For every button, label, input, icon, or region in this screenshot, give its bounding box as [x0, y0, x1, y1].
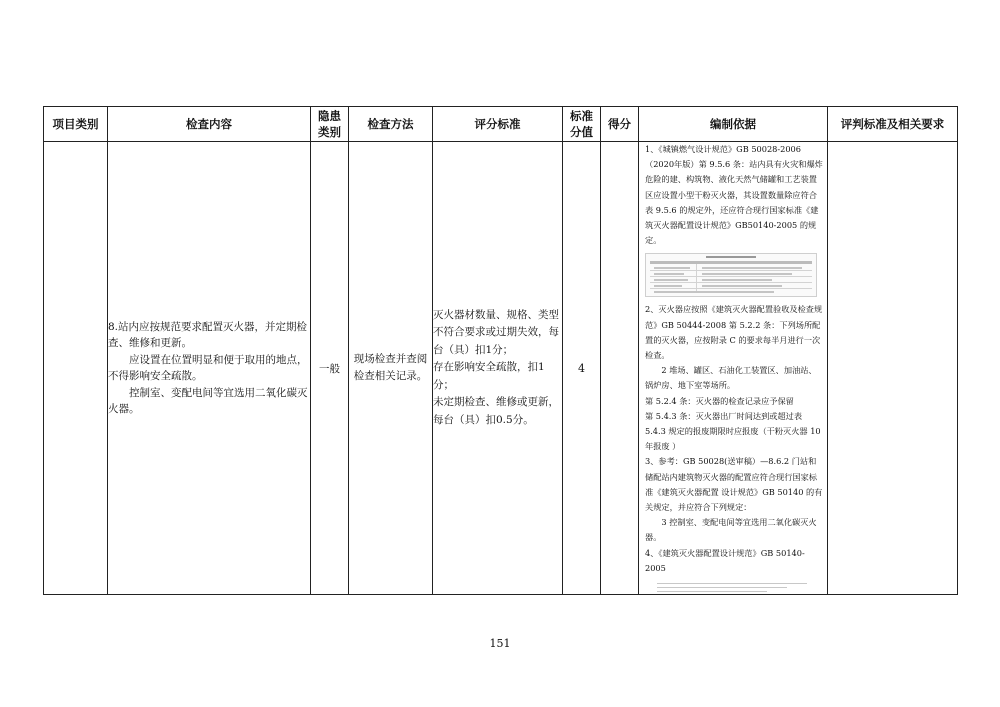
table-excerpt-image [657, 580, 807, 594]
basis-para-3: 2 堆场、罐区、石油化工装置区、加油站、锅炉房、地下室等场所。 [645, 365, 817, 391]
header-row [44, 107, 958, 142]
header-content: 检查内容 [108, 107, 311, 142]
cell-content [108, 142, 311, 595]
basis-para-2: 2、灭火器应按照《建筑灭火器配置验收及检查规范》GB 50444-2008 第 5.2.2 条：下列场所配置的灭火器，应按附录 C 的要求每半月进行一次检查。 [645, 304, 823, 361]
cell-judgement [828, 142, 958, 595]
basis-para-7: 3 控制室、变配电间等宜选用二氧化碳灭火器。 [645, 517, 817, 543]
header-standard-line1: 标准 [570, 109, 593, 123]
content-line-2: 应设置在位置明显和便于取用的地点，不得影响安全疏散。 [108, 353, 308, 383]
header-hazard-line1: 隐患 [318, 109, 341, 123]
header-judgement: 评判标准及相关要求 [828, 107, 958, 142]
table-9-5-6-image [645, 253, 817, 297]
content-line-1: 8.站内应按规范要求配置灭火器，并定期检查、维修和更新。 [108, 320, 308, 350]
header-basis: 编制依据 [639, 107, 828, 142]
basis-para-4: 第 5.2.4 条：灭火器的检查记录应予保留 [645, 395, 794, 406]
criteria-line-3: 未定期检查、维修或更新，每台（具）扣0.5分。 [433, 396, 559, 426]
header-score: 得分 [601, 107, 639, 142]
cell-criteria [433, 142, 563, 595]
content-line-3: 控制室、变配电间等宜选用二氧化碳灭火器。 [108, 386, 308, 416]
page-number: 151 [489, 637, 511, 650]
header-criteria: 评分标准 [433, 107, 563, 142]
cell-hazard-category: 一般 [311, 142, 349, 595]
header-category: 项目类别 [44, 107, 108, 142]
basis-para-5: 第 5.4.3 条：灭火器出厂时间达到或超过表 5.4.3 规定的报废期限时应报废（干粉灭火器 10 年报废 ） [645, 410, 821, 452]
inspection-table [43, 106, 958, 595]
cell-method: 现场检查并查阅检查相关记录。 [349, 142, 433, 595]
header-hazard-category [311, 107, 349, 142]
cell-standard-score: 4 [563, 142, 601, 595]
criteria-line-2: 存在影响安全疏散，扣1分； [433, 361, 545, 391]
basis-para-8: 4、《建筑灭火器配置设计规范》GB 50140-2005 [645, 547, 805, 573]
cell-score [601, 142, 639, 595]
table-row [44, 142, 958, 595]
header-standard-line2: 分值 [570, 125, 593, 139]
header-hazard-line2: 类别 [318, 125, 341, 139]
header-standard-score [563, 107, 601, 142]
cell-category [44, 142, 108, 595]
cell-basis [639, 142, 828, 595]
basis-para-6: 3、参考：GB 50028(送审稿）—8.6.2 门站和储配站内建筑物灭火器的配置应符合现行国家标准《建筑灭火器配置 设计规范》GB 50140 的有关规定，并应符合下列规定： [645, 456, 823, 513]
basis-para-1: 1、《城镇燃气设计规范》GB 50028-2006（2020年版）第 9.5.6 条：站内具有火灾和爆炸危险的建、构筑物、液化天然气储罐和工艺装置区应设置小型干粉灭火器，其设置数量除应符合表 9.5.6 的规定外，还应符合现行国家标准《建筑灭火器配置设计规范》GB50140-2005 的规定。 [645, 144, 823, 246]
header-method: 检查方法 [349, 107, 433, 142]
criteria-line-1: 灭火器材数量、规格、类型不符合要求或过期失效，每台（具）扣1分； [433, 308, 559, 356]
